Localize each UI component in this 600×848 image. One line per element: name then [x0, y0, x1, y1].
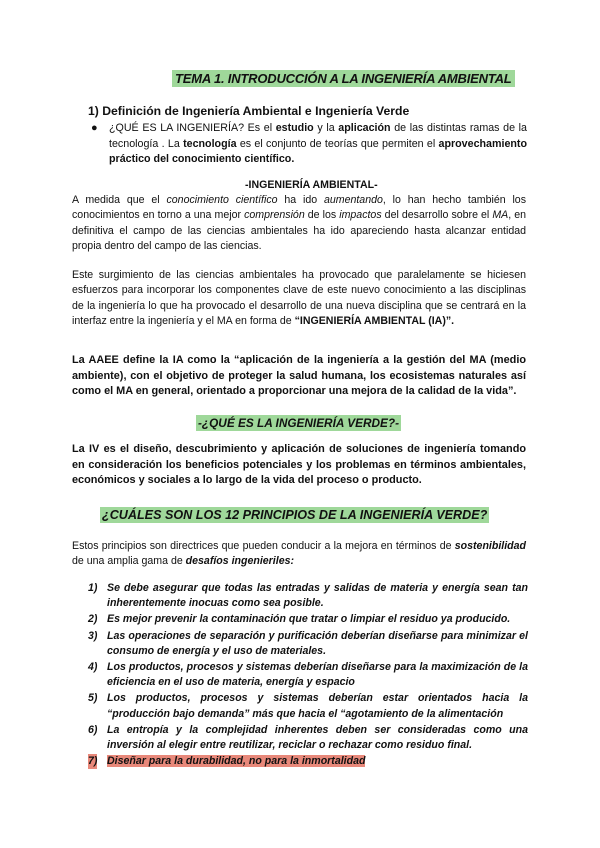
list-item-highlighted: 7) Diseñar para la durabilidad, no para la inmortalidad [88, 754, 528, 769]
paragraph-emergence: Este surgimiento de las ciencias ambientales ha provocado que paralelamente se hiciesen esfuerzos para incorporar los componentes clave de este nuevo conocimiento a las disciplinas de la ingeniería lo que ha provocado el desarrollo de una nueva disciplina que se centrará en la interfaz entre la ingeniería y el MA en forma de “INGENIERÍA AMBIENTAL (IA)”. [72, 269, 526, 327]
paragraph-aaee-definition: La AAEE define la IA como la “aplicación de la ingeniería a la gestión del MA (medio ambiente), con el objetivo de proteger la salud humana, los ecosistemas naturales así como el MA en general, orientado a proporcionar una mejora de la calidad de la vida”. [72, 354, 526, 397]
paragraph-principles-intro: Estos principios son directrices que pueden conducir a la mejora en términos de sostenibilidad de una amplia gama de desafíos ingenieriles: [72, 540, 526, 568]
list-item: 1) Se debe asegurar que todas las entradas y salidas de materia y energía sean tan inherentemente inocuas como sea posible. [88, 582, 528, 610]
page-title: TEMA 1. INTRODUCCIÓN A LA INGENIERÍA AMBIENTAL [172, 70, 515, 87]
paragraph-green-engineering-definition: La IV es el diseño, descubrimiento y aplicación de soluciones de ingeniería tomando en consideración los beneficios potenciales y los problemas en términos ambientales, económicos y sociales a lo largo de la vida del proceso o producto. [72, 443, 526, 486]
heading-green-engineering: -¿QUÉ ES LA INGENIERÍA VERDE?- [198, 416, 399, 430]
heading-12-principles: ¿CUÁLES SON LOS 12 PRINCIPIOS DE LA INGENIERÍA VERDE? [102, 508, 488, 522]
list-item: 4) Los productos, procesos y sistemas deberían diseñarse para la maximización de la eficiencia en el uso de materia, energía y espacio [88, 661, 528, 689]
section-heading-definition: 1) Definición de Ingeniería Ambiental e Ingeniería Verde [88, 104, 410, 118]
paragraph-scientific-knowledge: A medida que el conocimiento científico ha ido aumentando, lo han hecho también los conocimientos en torno a una mejor comprensión de los impactos del desarrollo sobre el MA, en definitiva el campo de las ciencias ambientales ha ido apareciendo hasta alcanzar entidad propia dentro del campo de las ciencias. [72, 194, 527, 252]
bullet-what-is-engineering: ¿QUÉ ES LA INGENIERÍA? Es el estudio y la aplicación de las distintas ramas de la tecnología . La tecnología es el conjunto de teorías que permiten el aprovechamiento práctico del conocimiento científico. [109, 122, 528, 166]
principles-list [88, 581, 528, 770]
list-item: 6) La entropía y la complejidad inherentes deben ser consideradas como una inversión al elegir entre reutilizar, reciclar o rechazar como residuo final. [88, 723, 528, 752]
subheading-environmental-engineering: -INGENIERÍA AMBIENTAL- [245, 179, 378, 191]
list-item: 5) Los productos, procesos y sistemas deberían estar orientados hacia la “producción bajo demanda” más que hacia el “agotamiento de la alimentación [88, 692, 528, 720]
list-item: 3) Las operaciones de separación y purificación deberían diseñarse para minimizar el consumo de energía y el uso de materiales. [88, 629, 528, 657]
bullet-icon: ● [91, 122, 98, 134]
list-item: 2) Es mejor prevenir la contaminación que tratar o limpiar el residuo ya producido. [88, 613, 511, 626]
